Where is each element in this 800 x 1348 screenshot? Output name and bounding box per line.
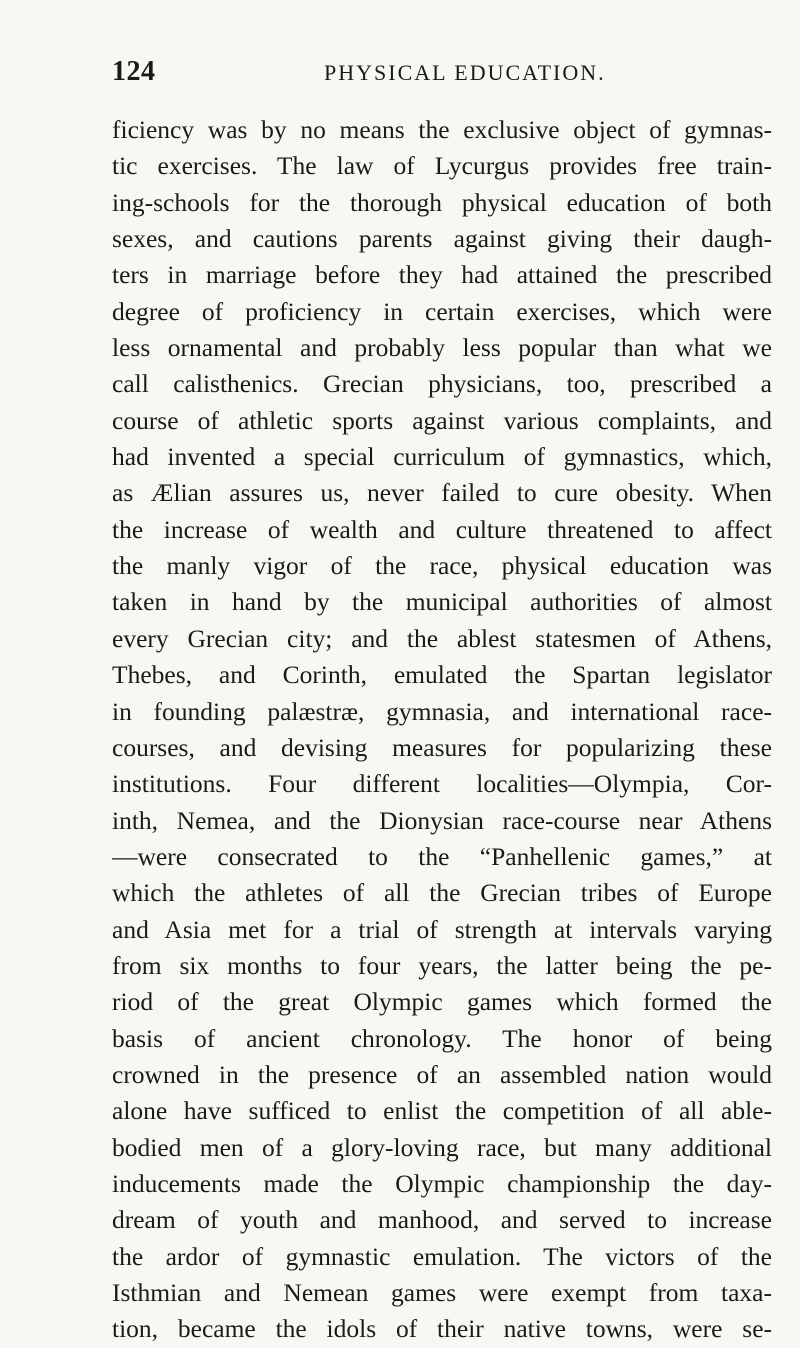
- text-line: tion, became the idols of their native towns, were se-: [112, 1314, 772, 1344]
- text-line: had invented a special curriculum of gymnastics, which,: [112, 442, 772, 472]
- text-line: and Asia met for a trial of strength at intervals varying: [112, 914, 772, 944]
- text-line: ing-schools for the thorough physical education of both: [112, 187, 772, 217]
- text-line: ters in marriage before they had attained the prescribed: [112, 260, 772, 290]
- text-line: Thebes, and Corinth, emulated the Spartan legislator: [112, 660, 772, 690]
- body-text: [112, 112, 772, 1348]
- text-line: from six months to four years, the latter being the pe-: [112, 950, 772, 980]
- text-line: ficiency was by no means the exclusive object of gymnas-: [112, 115, 772, 144]
- text-line: inth, Nemea, and the Dionysian race-course near Athens: [112, 805, 772, 835]
- text-line: basis of ancient chronology. The honor of being: [112, 1023, 772, 1053]
- running-head: [112, 56, 772, 96]
- text-line: —were consecrated to the “Panhellenic games,” at: [112, 841, 772, 871]
- text-line: crowned in the presence of an assembled nation would: [112, 1059, 772, 1089]
- text-line: in founding palæstræ, gymnasia, and international race-: [112, 696, 772, 726]
- text-line: tic exercises. The law of Lycurgus provides free train-: [112, 151, 772, 181]
- text-line: call calisthenics. Grecian physicians, too, prescribed a: [112, 369, 772, 399]
- text-line: as Ælian assures us, never failed to cure obesity. When: [112, 478, 772, 508]
- text-line: which the athletes of all the Grecian tribes of Europe: [112, 878, 772, 908]
- text-line: the manly vigor of the race, physical education was: [112, 551, 772, 581]
- page-number: 124: [112, 56, 156, 87]
- text-line: degree of proficiency in certain exercises, which were: [112, 296, 772, 326]
- text-line: sexes, and cautions parents against giving their daugh-: [112, 224, 772, 254]
- text-line: bodied men of a glory-loving race, but many additional: [112, 1132, 772, 1162]
- text-line: inducements made the Olympic championship the day-: [112, 1168, 772, 1198]
- text-line: Isthmian and Nemean games were exempt from taxa-: [112, 1278, 772, 1307]
- text-line: the ardor of gymnastic emulation. The victors of the: [112, 1241, 772, 1271]
- running-title: PHYSICAL EDUCATION.: [324, 60, 606, 85]
- text-line: alone have sufficed to enlist the competition of all able-: [112, 1096, 772, 1126]
- text-line: the increase of wealth and culture threatened to affect: [112, 514, 772, 544]
- text-line: institutions. Four different localities—Olympia, Cor-: [112, 769, 772, 799]
- text-line: less ornamental and probably less popular than what we: [112, 333, 772, 363]
- text-line: courses, and devising measures for popularizing these: [112, 732, 772, 762]
- text-line: dream of youth and manhood, and served to increase: [112, 1205, 772, 1235]
- text-line: taken in hand by the municipal authorities of almost: [112, 587, 772, 617]
- text-line: riod of the great Olympic games which formed the: [112, 987, 772, 1017]
- text-line: course of athletic sports against various complaints, and: [112, 405, 772, 435]
- text-line: every Grecian city; and the ablest statesmen of Athens,: [112, 623, 772, 653]
